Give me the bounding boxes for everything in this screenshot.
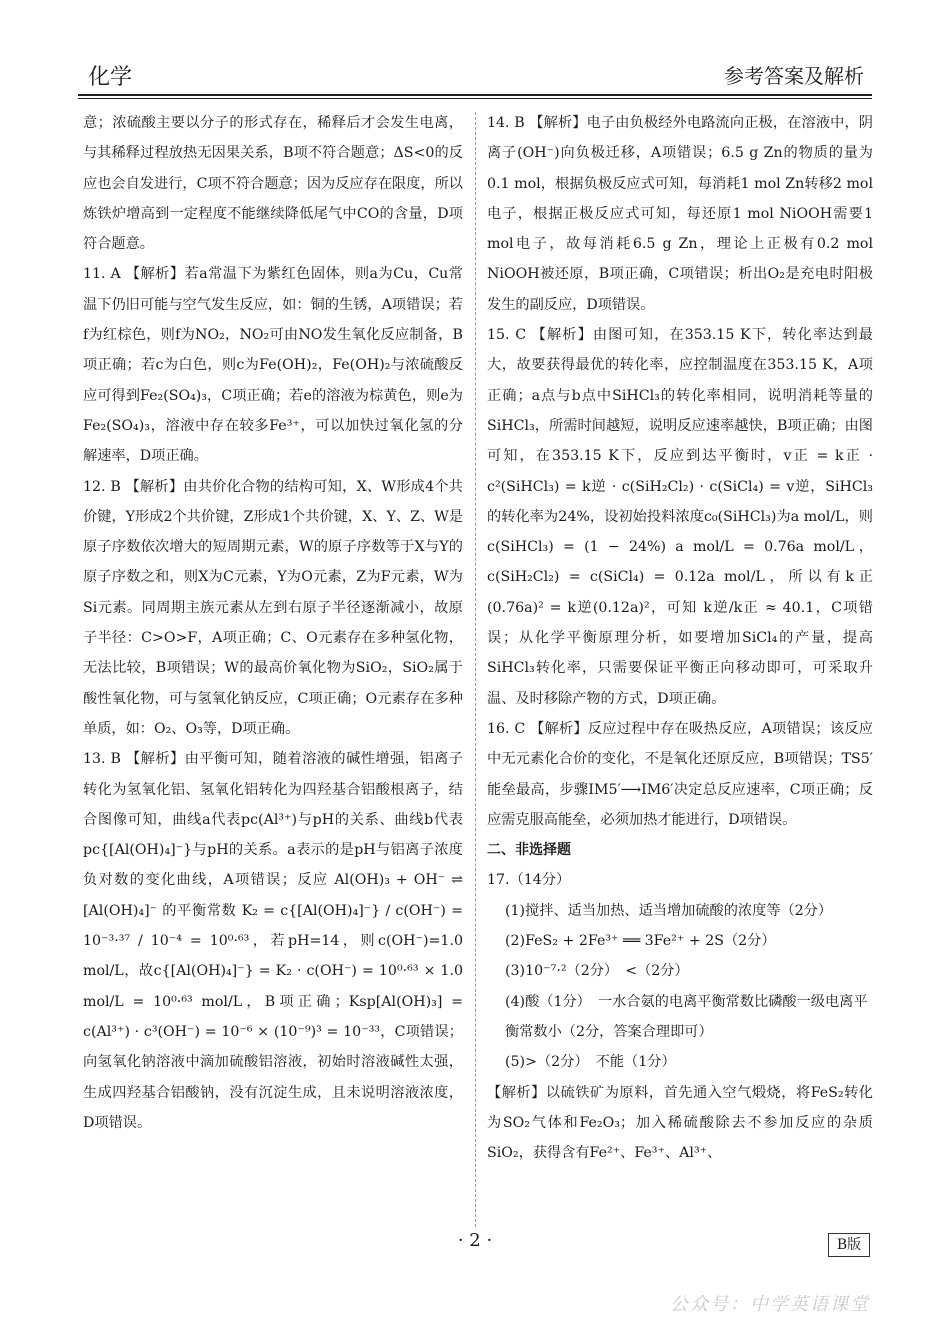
- question-17-heading: 17.（14分）: [487, 872, 571, 889]
- answer-10-continued: 意；浓硫酸主要以分子的形式存在，稀释后才会发生电离，与其稀释过程放热无因果关系，B项不符合题意；ΔS<0的反应也会自发进行，C项不符合题意；因为反应存在限度，所以炼铁炉增高到一定程度不能继续降低尾气中CO的含量，D项符合题意。: [83, 115, 463, 253]
- header-rule: [78, 94, 872, 96]
- answer-14: 14. B 【解析】电子由负极经外电路流向正极，在溶液中，阴离子(OH⁻)向负极迁移，A项错误；6.5 g Zn的物质的量为0.1 mol，根据负极反应式可知，每消耗1 mol Zn转移2 mol电子，根据正极反应式可知，每还原1 mol NiOOH需要1 mol电子，故每消耗6.5 g Zn，理论上正极有0.2 mol NiOOH被还原，B项正确，C项错误；析出O₂是充电时阳极发生的副反应，D项错误。: [487, 115, 873, 313]
- left-column: [83, 108, 463, 1138]
- answer-11: 11. A 【解析】若a常温下为紫红色固体，则a为Cu，Cu常温下仍旧可能与空气发生反应，如：铜的生锈，A项错误；若f为红棕色，则f为NO₂，NO₂可由NO发生氧化反应制备，B项正确；若c为白色，则c为Fe(OH)₂，Fe(OH)₂与浓硫酸反应可得到Fe₂(SO₄)₃，C项正确；若e的溶液为棕黄色，则e为Fe₂(SO₄)₃，溶液中存在较多Fe³⁺，可以加快过氧化氢的分解速率，D项正确。: [83, 266, 463, 465]
- answer-15: 15. C 【解析】由图可知，在353.15 K下，转化率达到最大，故要获得最优的转化率，应控制温度在353.15 K，A项正确；a点与b点中SiHCl₃的转化率相同，说明消耗等量的SiHCl₃，所需时间越短，说明反应速率越快，B项正确；由图可知，在353.15 K下，反应到达平衡时，v正 = k正 · c²(SiHCl₃) = k逆 · c(SiH₂Cl₂) · c(SiCl₄) = v逆，SiHCl₃的转化率为24%，设初始投料浓度c₀(SiHCl₃)为a mol/L，则c(SiHCl₃) = (1 − 24%) a mol/L = 0.76a mol/L，c(SiH₂Cl₂) = c(SiCl₄) = 0.12a mol/L，所以有k正(0.76a)² = k逆(0.12a)²，可知 k逆/k正 ≈ 40.1，C项错误；从化学平衡原理分析，如要增加SiCl₄的产量，提高SiHCl₃转化率，只需要保证平衡正向移动即可，可采取升温、及时移除产物的方式，D项正确。: [487, 327, 873, 707]
- answer-17-1: (1)搅拌、适当加热、适当增加硫酸的浓度等（2分）: [505, 902, 833, 919]
- section-title: 参考答案及解析: [724, 64, 864, 88]
- answer-13: 13. B 【解析】由平衡可知，随着溶液的碱性增强，铝离子转化为氢氧化铝、氢氧化铝转化为四羟基合铝酸根离子，结合图像可知，曲线a代表pc(Al³⁺)与pH的关系、曲线b代表pc{[Al(OH)₄]⁻}与pH的关系。a表示的是pH与铝离子浓度负对数的变化曲线，A项错误；反应 Al(OH)₃ + OH⁻ ⇌ [Al(OH)₄]⁻ 的平衡常数 K₂ = c{[Al(OH)₄]⁻} / c(OH⁻) = 10⁻³·³⁷ / 10⁻⁴ = 10⁰·⁶³，若pH=14，则c(OH⁻)=1.0 mol/L，故c{[Al(OH)₄]⁻} = K₂ · c(OH⁻) = 10⁰·⁶³ × 1.0 mol/L = 10⁰·⁶³ mol/L，B项正确；Ksp[Al(OH)₃] = c(Al³⁺) · c³(OH⁻) = 10⁻⁶ × (10⁻⁹)³ = 10⁻³³，C项错误；向氢氧化钠溶液中滴加硫酸铝溶液，初始时溶液碱性太强，生成四羟基合铝酸钠，没有沉淀生成，且未说明溶液浓度，D项错误。: [83, 751, 463, 1131]
- section-heading: 二、非选择题: [487, 842, 571, 859]
- subject-title: 化学: [88, 65, 133, 90]
- answer-17-analysis: 【解析】以硫铁矿为原料，首先通入空气煅烧，将FeS₂转化为SO₂气体和Fe₂O₃；加入稀硫酸除去不参加反应的杂质SiO₂，获得含有Fe²⁺、Fe³⁺、Al³⁺、: [487, 1084, 873, 1162]
- answer-16: 16. C 【解析】反应过程中存在吸热反应，A项错误；该反应中无元素化合价的变化，不是氧化还原反应，B项错误；TS5′能垒最高，步骤IM5′⟶IM6′决定总反应速率，C项正确；反应需克服高能垒，必须加热才能进行，D项错误。: [487, 720, 873, 828]
- column-divider: [475, 112, 476, 1227]
- answer-17-3: (3)10⁻⁷·²（2分） <（2分）: [505, 963, 689, 980]
- answer-17-4: (4)酸（1分） 一水合氨的电离平衡常数比磷酸一级电离平衡常数小（2分，答案合理即可）: [505, 993, 868, 1040]
- answer-12: 12. B 【解析】由共价化合物的结构可知，X、W形成4个共价键，Y形成2个共价键，Z形成1个共价键，X、Y、Z、W是原子序数依次增大的短周期元素，W的原子序数等于X与Y的原子序数之和，则X为C元素，Y为O元素，Z为F元素，W为Si元素。同周期主族元素从左到右原子半径逐渐减小，故原子半径：C>O>F，A项正确；C、O元素存在多种氢化物，无法比较，B项错误；W的最高价氧化物为SiO₂，SiO₂属于酸性氧化物，可与氢氧化钠反应，C项正确；O元素存在多种单质，如：O₂、O₃等，D项正确。: [83, 478, 463, 737]
- answer-17-5: (5)>（2分） 不能（1分）: [505, 1054, 676, 1071]
- page-number: · 2 ·: [457, 1230, 493, 1251]
- version-badge: B版: [828, 1233, 870, 1257]
- answer-17-2: (2)FeS₂ + 2Fe³⁺ ══ 3Fe²⁺ + 2S（2分）: [505, 933, 776, 950]
- page-header: [78, 58, 872, 94]
- right-column: [487, 108, 873, 1168]
- header-rule-thin: [78, 98, 872, 99]
- watermark-text: 公众号：中学英语课堂: [670, 1294, 870, 1315]
